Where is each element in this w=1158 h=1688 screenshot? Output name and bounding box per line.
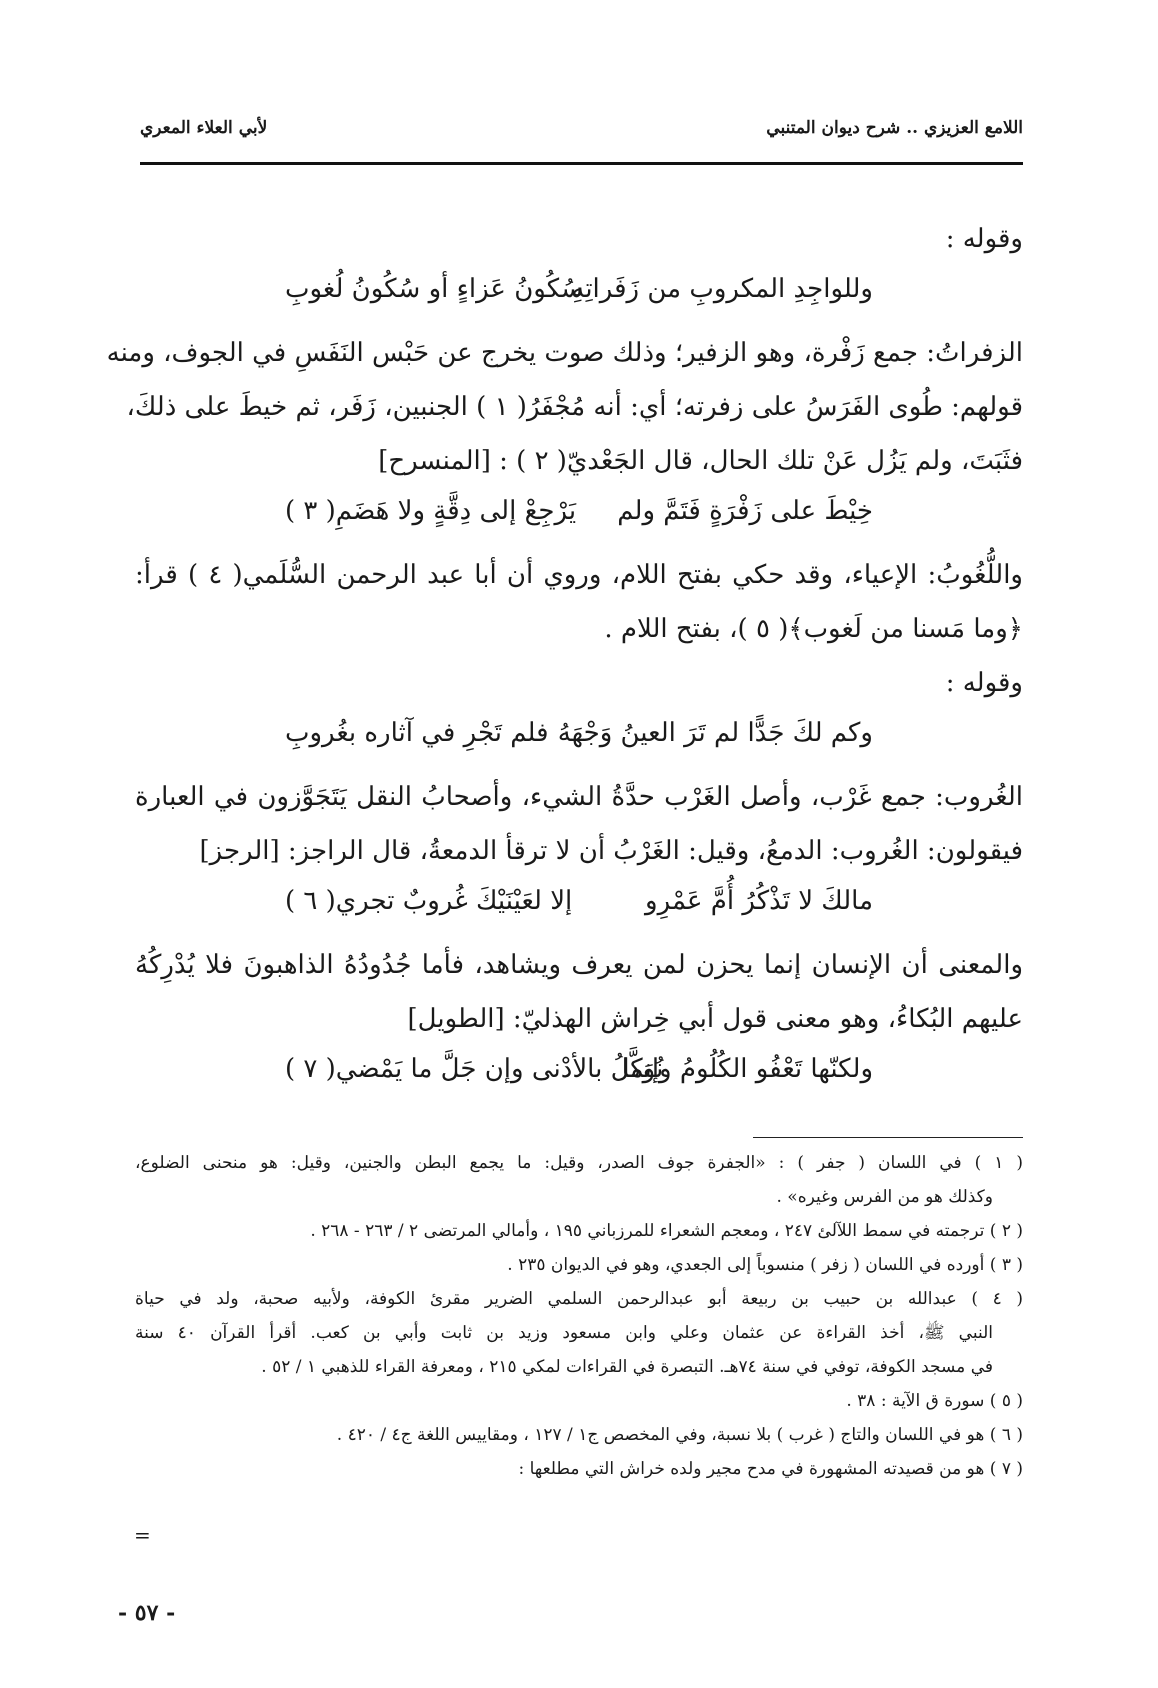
footnote-1-continued: وكذلك هو من الفرس وغيره» . — [776, 1187, 993, 1207]
paragraph-line: والمعنى أن الإنسان إنما يحزن لمن يعرف ويشاهد، فأما جُدُودُهُ الذاهبونَ فلا يُدْرِكُهُ — [135, 950, 1023, 980]
footnote-4-continued: في مسجد الكوفة، توفي في سنة ٧٤هـ. التبصرة في القراءات لمكي ٢١٥ ، ومعرفة القراء للذهبي ١ / ٥٢ . — [261, 1357, 993, 1377]
paragraph-line: قولهم: طُوى الفَرَسُ على زفرته؛ أي: أنه مُجْفَرُ( ١ ) الجنبين، زَفَر، ثم خيطَ على ذلكَ، — [126, 392, 1023, 422]
verse-first-hemistich: مالكَ لا تَذْكُرُ أُمَّ عَمْرِو — [645, 886, 873, 916]
verse-first-hemistich: وكم لكَ جَدًّا لم تَرَ العينُ وَجْهَهُ — [557, 718, 873, 748]
continuation-mark: = — [134, 1523, 151, 1547]
running-header — [140, 118, 1023, 154]
verse-first-hemistich: وللواجِدِ المكروبِ من زَفَراتِهِ — [571, 274, 873, 304]
paragraph-line: فثَبَتَ، ولم يَزُل عَنْ تلك الحال، قال الجَعْديّ( ٢ ) : [المنسرح] — [378, 446, 1023, 476]
paragraph-line: الزفراتُ: جمع زَفْرة، وهو الزفير؛ وذلك صوت يخرج عن حَبْس النَفَسِ في الجوف، ومنه — [106, 338, 1023, 368]
footnote-5: ( ٥ ) سورة ق الآية : ٣٨ . — [846, 1391, 1023, 1411]
verse-second-hemistich: فلم تَجْرِ في آثاره بغُروبِ — [285, 718, 549, 748]
footnote-divider — [753, 1137, 1023, 1138]
footnote-4: ( ٤ ) عبدالله بن حبيب بن ربيعة أبو عبدالرحمن السلمي الضرير مقرئ الكوفة، ولأبيه صحبة، ولد في حياة — [135, 1289, 1023, 1309]
book-title: اللامع العزيزي .. شرح ديوان المتنبي — [766, 118, 1023, 138]
footnotes — [135, 1146, 1023, 1486]
header-divider — [140, 162, 1023, 165]
paragraph-line: واللُّغُوبُ: الإعياء، وقد حكي بفتح اللام، وروي أن أبا عبد الرحمن السُّلَمي( ٤ ) قرأ: — [135, 560, 1023, 590]
verse-second-hemistich: يَرْجِعْ إلى دِقَّةٍ ولا هَضَمِ( ٣ ) — [285, 496, 577, 526]
verse-first-hemistich: ولكنّها تَعْفُو الكُلُومُ وإنما — [621, 1054, 873, 1084]
verse-line — [135, 710, 1023, 770]
verse-intro: وقوله : — [945, 224, 1023, 254]
paragraph-line: الغُروب: جمع غَرْب، وأصل الغَرْب حدَّةُ الشيء، وأصحابُ النقل يَتَجَوَّزون في العبارة — [135, 782, 1023, 812]
verse-first-hemistich: خِيْطَ على زَفْرَةٍ فَتَمَّ ولم — [617, 496, 873, 526]
verse-line — [135, 488, 1023, 548]
footnote-6: ( ٦ ) هو في اللسان والتاج ( غرب ) بلا نسبة، وفي المخصص ج١ / ١٢٧ ، ومقاييس اللغة ج٤ / ٤٢٠ . — [336, 1425, 1023, 1445]
page-number: - ٥٧ - — [118, 1600, 176, 1626]
footnote-7: ( ٧ ) هو من قصيدته المشهورة في مدح مجير ولده خراش التي مطلعها : — [518, 1459, 1023, 1479]
footnote-4-continued: النبي ﷺ، أخذ القراءة عن عثمان وعلي وابن مسعود وزيد بن ثابت وأبي بن كعب. أقرأ القرآن ٤٠ سنة — [135, 1323, 993, 1343]
main-text — [106, 212, 1023, 1106]
paragraph-line: عليهم البُكاءُ، وهو معنى قول أبي خِراش الهذليّ: [الطويل] — [407, 1004, 1023, 1034]
verse-second-hemistich: سُكُونُ عَزاءٍ أو سُكُونُ لُغوبِ — [285, 274, 583, 304]
verse-intro: وقوله : — [945, 668, 1023, 698]
footnote-2: ( ٢ ) ترجمته في سمط اللآلئ ٢٤٧ ، ومعجم الشعراء للمرزباني ١٩٥ ، وأمالي المرتضى ٢ / ٢٦٣ - ٢٦٨ . — [310, 1221, 1023, 1241]
paragraph-line: ﴿وما مَسنا من لَغوب﴾( ٥ )، بفتح اللام . — [604, 614, 1023, 644]
footnote-3: ( ٣ ) أورده في اللسان ( زفر ) منسوباً إلى الجعدي، وهو في الديوان ٢٣٥ . — [507, 1255, 1023, 1275]
paragraph-line: فيقولون: الغُروب: الدمعُ، وقيل: الغَرْبُ أن لا ترقأ الدمعةُ، قال الراجز: [الرجز] — [199, 836, 1023, 866]
footnote-1: ( ١ ) في اللسان ( جفر ) : «الجفرة جوف الصدر، وقيل: ما يجمع البطن والجنين، وقيل: هو منحنى الضلوع، — [135, 1153, 1023, 1173]
author-name: لأبي العلاء المعري — [140, 118, 268, 138]
verse-second-hemistich: إلا لعَيْنَيْكَ غُروبٌ تجري( ٦ ) — [285, 886, 573, 916]
verse-line — [135, 878, 1023, 938]
verse-line — [135, 266, 1023, 326]
verse-line — [135, 1046, 1023, 1106]
verse-second-hemistich: نُوَكَّلُ بالأدْنى وإن جَلَّ ما يَمْضي( ٧ ) — [285, 1054, 664, 1084]
